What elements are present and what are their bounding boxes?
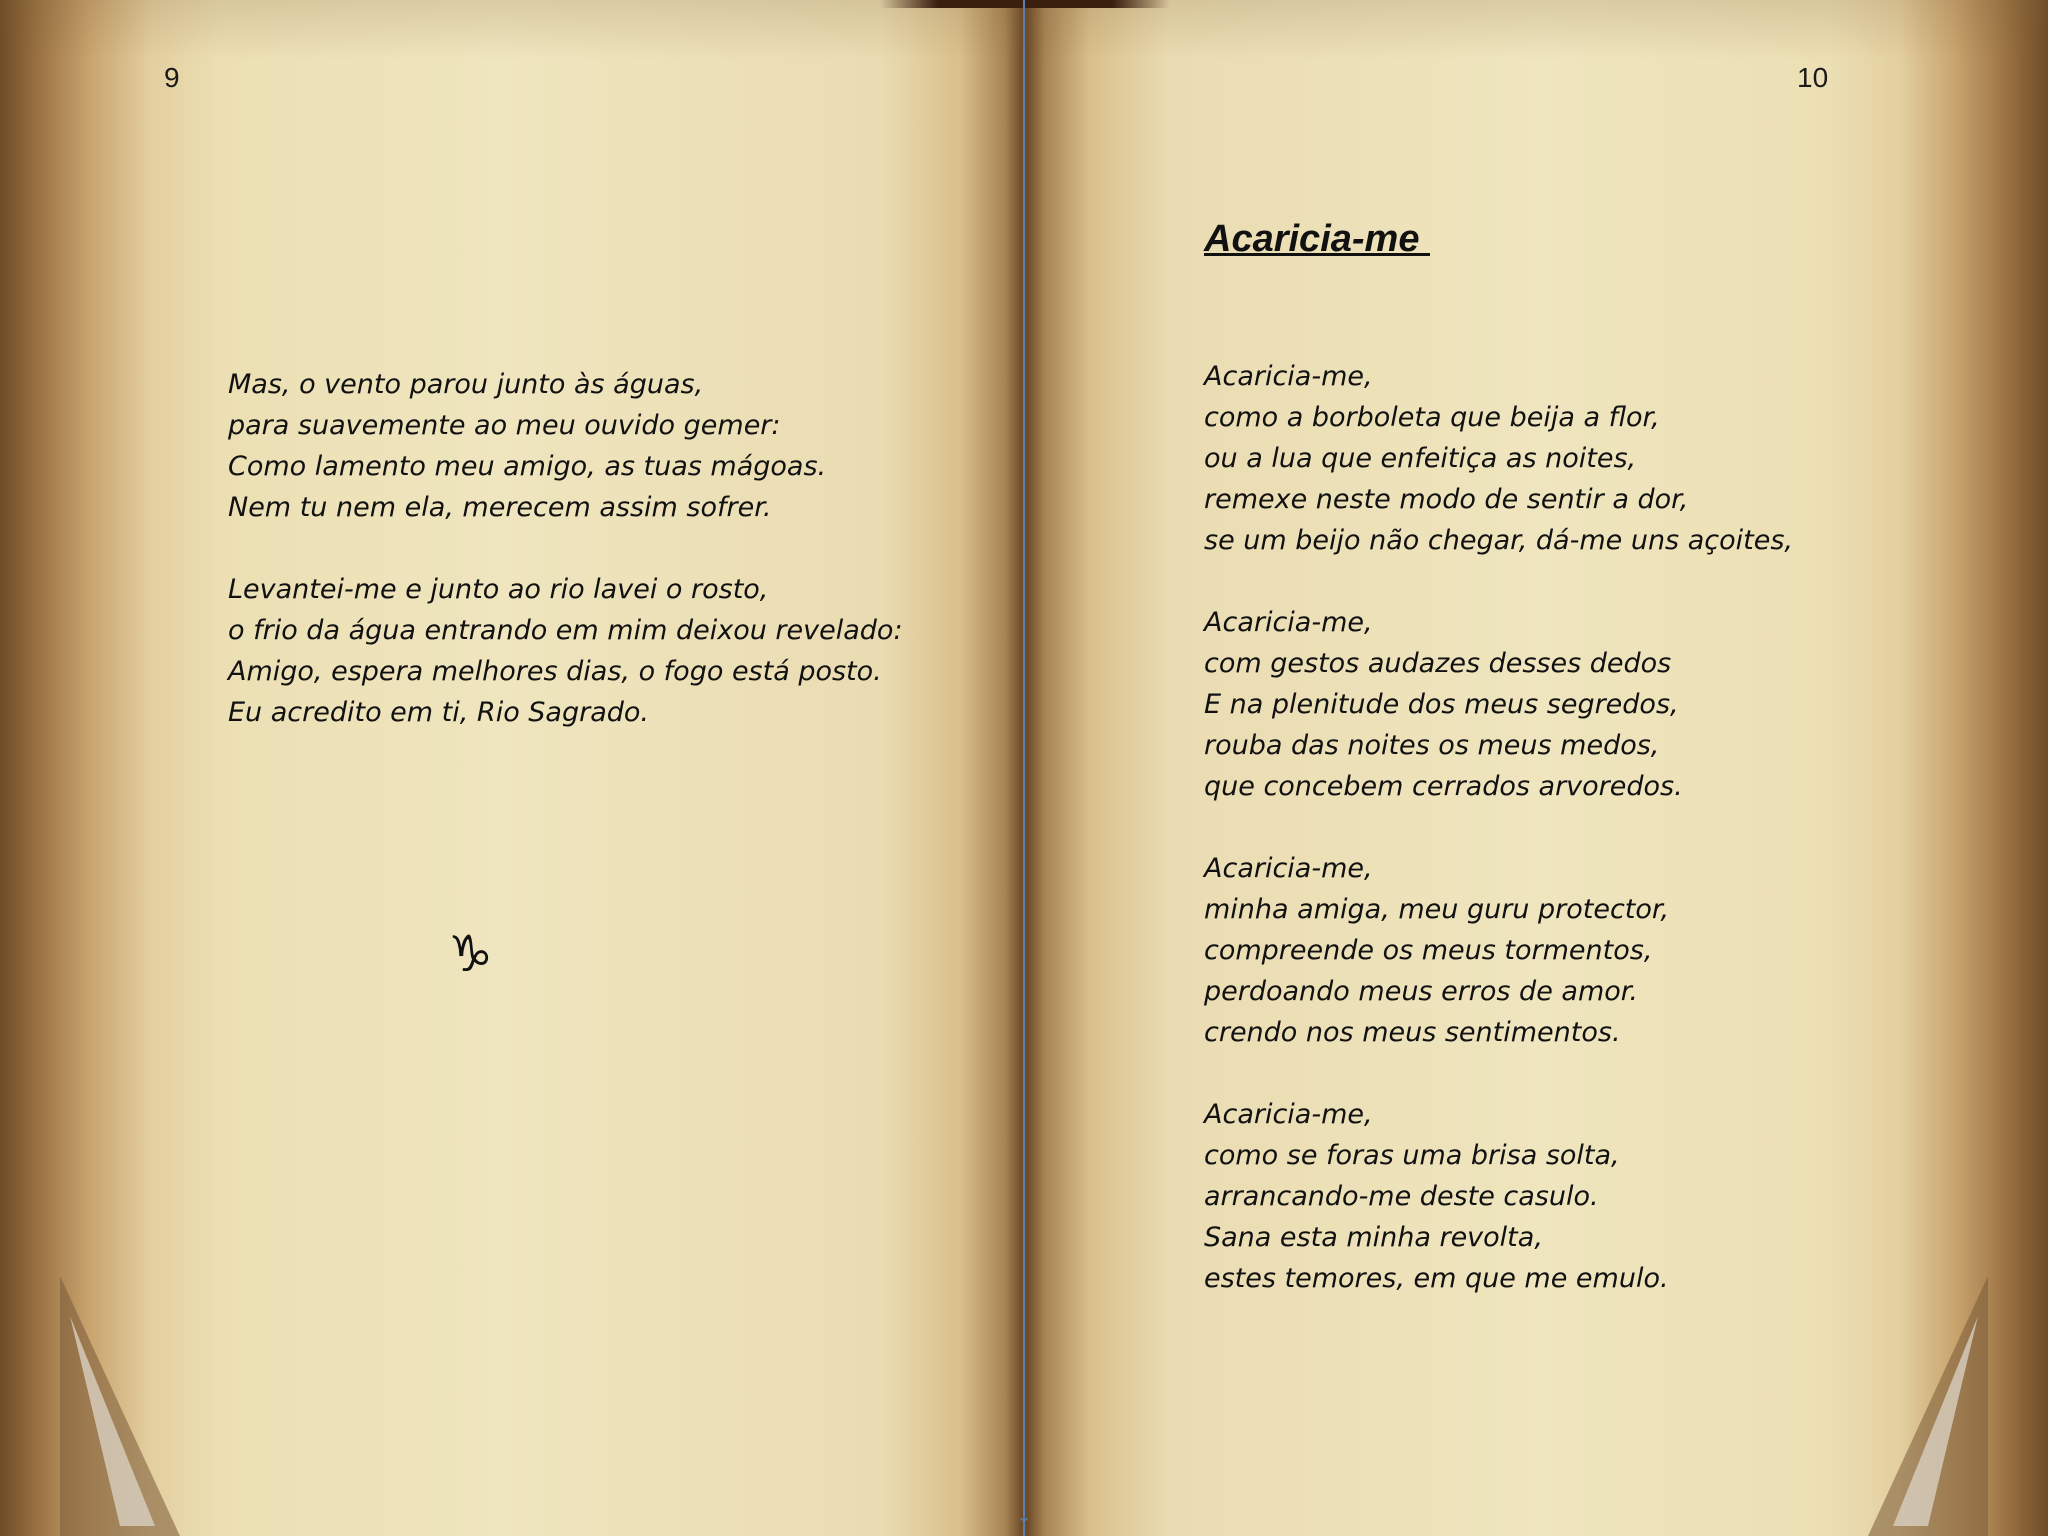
spine-scroll-line bbox=[1023, 0, 1025, 1536]
verse-line: compreende os meus tormentos, bbox=[1204, 935, 1653, 966]
verse-line: Eu acredito em ti, Rio Sagrado. bbox=[228, 697, 650, 728]
left-stanza-1 bbox=[228, 364, 903, 528]
verse-line: arrancando-me deste casulo. bbox=[1204, 1181, 1599, 1212]
top-binding bbox=[880, 0, 1170, 8]
verse-line: que concebem cerrados arvoredos. bbox=[1204, 771, 1683, 802]
left-poem-verses bbox=[228, 364, 903, 774]
right-stanza-4 bbox=[1204, 1094, 1793, 1299]
right-stanza-1 bbox=[1204, 356, 1793, 561]
chevron-down-icon[interactable]: ⌄ bbox=[1016, 1506, 1032, 1527]
verse-line: estes temores, em que me emulo. bbox=[1204, 1263, 1669, 1294]
verse-line: minha amiga, meu guru protector, bbox=[1204, 894, 1670, 925]
poem-title: Acaricia-me bbox=[1204, 218, 1431, 260]
left-stanza-2 bbox=[228, 569, 903, 733]
verse-line: Acaricia-me, bbox=[1204, 853, 1373, 884]
verse-line: Amigo, espera melhores dias, o fogo está posto. bbox=[228, 656, 882, 687]
left-page-number: 9 bbox=[164, 62, 180, 93]
verse-line: se um beijo não chegar, dá-me uns açoites, bbox=[1204, 525, 1793, 556]
right-stanza-3 bbox=[1204, 848, 1793, 1053]
verse-line: Acaricia-me, bbox=[1204, 1099, 1373, 1130]
verse-line: crendo nos meus sentimentos. bbox=[1204, 1017, 1621, 1048]
verse-line: como se foras uma brisa solta, bbox=[1204, 1140, 1620, 1171]
right-poem-verses bbox=[1204, 356, 1793, 1340]
verse-line: Acaricia-me, bbox=[1204, 607, 1373, 638]
verse-line: para suavemente ao meu ouvido gemer: bbox=[228, 410, 781, 441]
verse-line: o frio da água entrando em mim deixou revelado: bbox=[228, 615, 903, 646]
verse-line: Levantei-me e junto ao rio lavei o rosto, bbox=[228, 574, 769, 605]
right-stanza-2 bbox=[1204, 602, 1793, 807]
verse-line: ou a lua que enfeitiça as noites, bbox=[1204, 443, 1637, 474]
right-page-number: 10 bbox=[1797, 62, 1829, 93]
verse-line: Sana esta minha revolta, bbox=[1204, 1222, 1543, 1253]
verse-line: Como lamento meu amigo, as tuas mágoas. bbox=[228, 451, 827, 482]
verse-line: como a borboleta que beija a flor, bbox=[1204, 402, 1660, 433]
right-page-curl bbox=[1868, 1276, 1988, 1536]
verse-line: E na plenitude dos meus segredos, bbox=[1204, 689, 1679, 720]
verse-line: Nem tu nem ela, merecem assim sofrer. bbox=[228, 492, 772, 523]
verse-line: com gestos audazes desses dedos bbox=[1204, 648, 1672, 679]
left-page-curl bbox=[60, 1276, 180, 1536]
capricorn-symbol-icon: ♑ bbox=[448, 925, 493, 983]
verse-line: rouba das noites os meus medos, bbox=[1204, 730, 1660, 761]
verse-line: perdoando meus erros de amor. bbox=[1204, 976, 1638, 1007]
verse-line: Mas, o vento parou junto às águas, bbox=[228, 369, 704, 400]
verse-line: Acaricia-me, bbox=[1204, 361, 1373, 392]
verse-line: remexe neste modo de sentir a dor, bbox=[1204, 484, 1689, 515]
